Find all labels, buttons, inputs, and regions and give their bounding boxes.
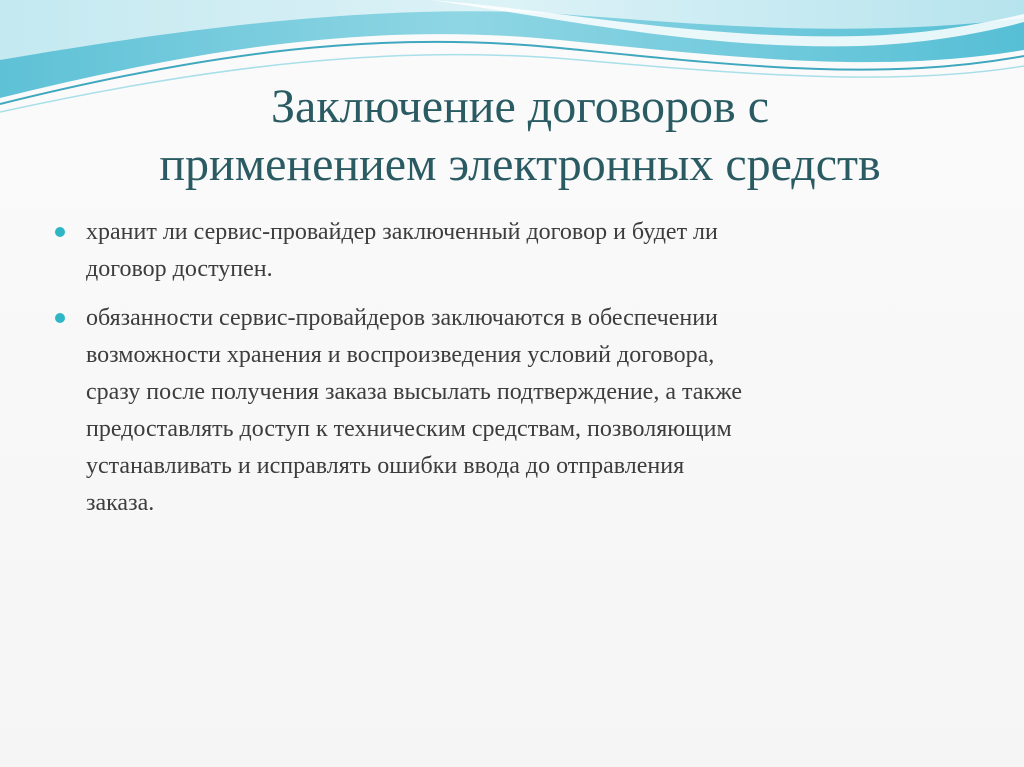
bullet-text-line: обязанности сервис-провайдеров заключаются в обеспечении [86,305,718,331]
slide-title [120,78,920,194]
bullet-text-line: устанавливать и исправлять ошибки ввода до отправления [86,453,685,479]
bullet-item [50,214,950,288]
slide-title-line: Заключение договоров с [271,80,769,133]
bullet-text-line: возможности хранения и воспроизведения условий договора, [86,342,715,368]
bullet-dot-icon [55,313,65,323]
bullet-item [50,300,950,522]
bullet-text-line: сразу после получения заказа высылать подтверждение, а также [86,379,742,405]
bullet-text-line: договор доступен. [86,256,273,282]
bullet-dot-icon [55,227,65,237]
bullet-text-line: заказа. [86,490,155,516]
bullet-text-line: хранит ли сервис-провайдер заключенный договор и будет ли [86,219,718,245]
bullet-text-line: предоставлять доступ к техническим средствам, позволяющим [86,416,732,442]
slide-title-line: применением электронных средств [159,138,881,191]
bullet-list [50,214,950,534]
